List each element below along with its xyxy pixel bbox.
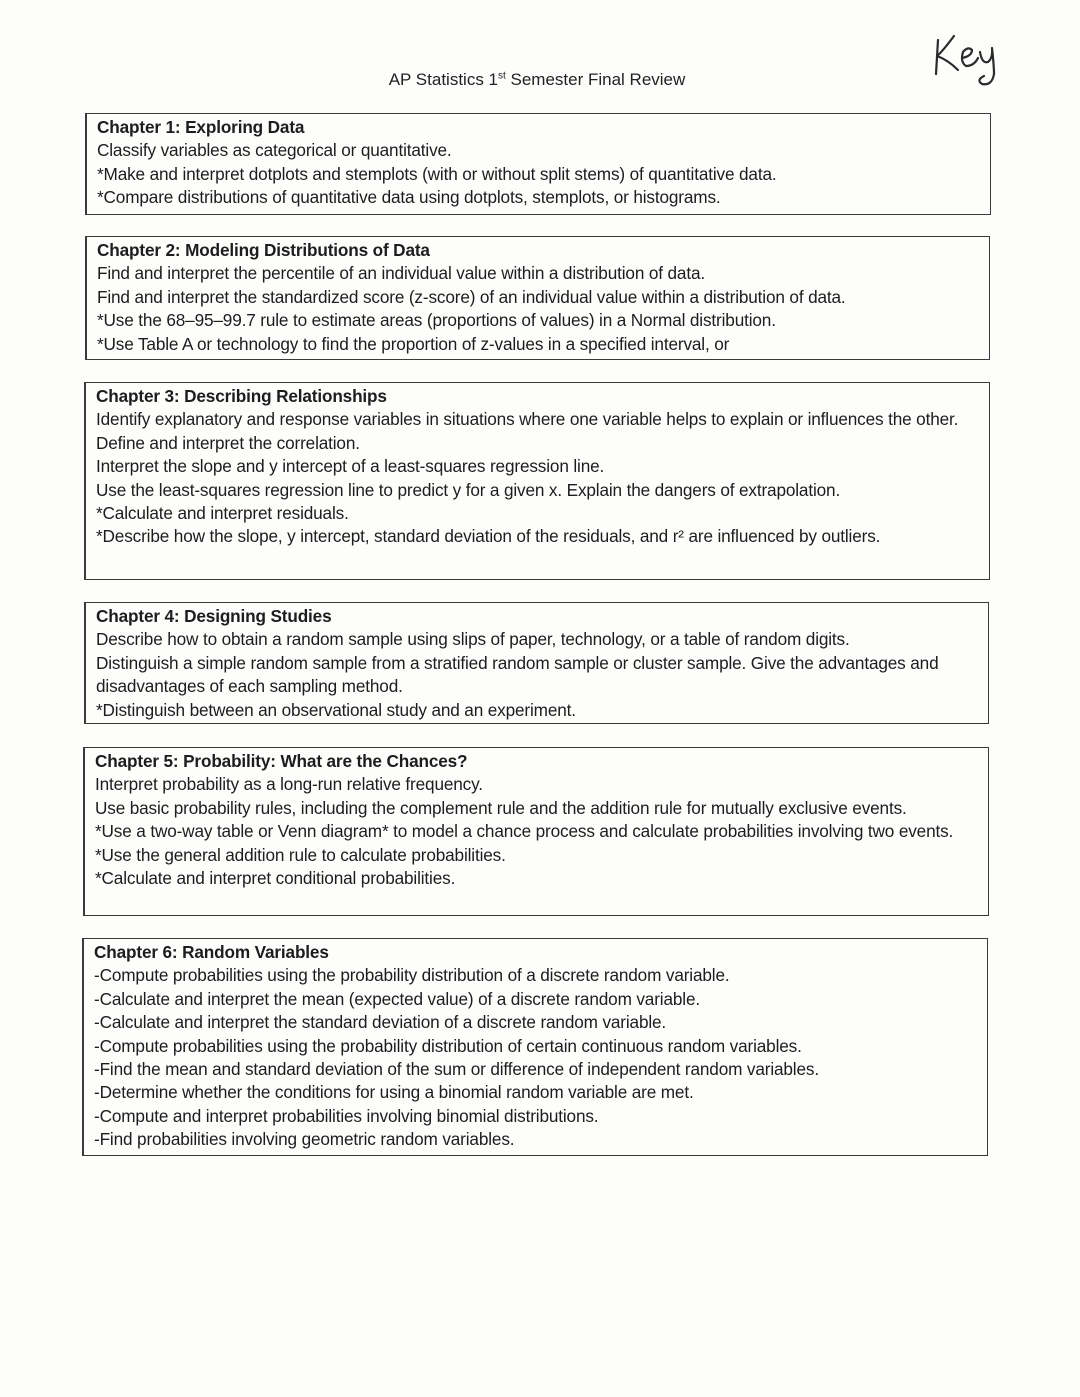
objective-line: *Use the 68–95–99.7 rule to estimate areas (proportions of values) in a Normal distribution. <box>97 310 776 331</box>
chapter-1-box <box>85 113 991 215</box>
objective-line: *Make and interpret dotplots and stemplots (with or without split stems) of quantitative data. <box>97 163 777 184</box>
objective-line: *Use the general addition rule to calculate probabilities. <box>95 844 506 865</box>
objective-line: *Distinguish between an observational study and an experiment. <box>96 699 576 720</box>
chapter-4-box <box>84 602 989 724</box>
chapter-heading: Chapter 4: Designing Studies <box>96 606 332 626</box>
objective-line: -Find the mean and standard deviation of the sum or difference of independent random variables. <box>94 1059 819 1080</box>
objective-line: Distinguish a simple random sample from a stratified random sample or cluster sample. Give the advantages and disadvantages of each sampling method. <box>96 652 939 697</box>
objective-line: Find and interpret the standardized score (z-score) of an individual value within a distribution of data. <box>97 286 846 307</box>
objective-line: -Determine whether the conditions for using a binomial random variable are met. <box>94 1082 694 1103</box>
chapter-heading: Chapter 6: Random Variables <box>94 942 329 962</box>
objective-line: Classify variables as categorical or quantitative. <box>97 140 452 161</box>
objective-line: -Compute probabilities using the probability distribution of certain continuous random variables. <box>94 1035 802 1056</box>
objective-line: -Compute and interpret probabilities involving binomial distributions. <box>94 1105 599 1126</box>
objective-line: *Use a two-way table or Venn diagram* to model a chance process and calculate probabilities involving two events. <box>95 821 954 842</box>
document-title: AP Statistics 1st Semester Final Review <box>388 70 686 89</box>
chapter-2-box <box>85 236 990 360</box>
chapter-heading: Chapter 1: Exploring Data <box>97 117 305 137</box>
objective-line: *Use Table A or technology to find the proportion of z-values in a specified interval, or <box>97 333 730 354</box>
objective-line: Use basic probability rules, including the complement rule and the addition rule for mutually exclusive events. <box>95 797 907 818</box>
objective-line: *Compare distributions of quantitative data using dotplots, stemplots, or histograms. <box>97 187 721 208</box>
objective-line: Interpret probability as a long-run relative frequency. <box>95 774 483 795</box>
objective-line: Define and interpret the correlation. <box>96 432 360 453</box>
objective-line: *Calculate and interpret residuals. <box>96 503 349 524</box>
objective-line: Identify explanatory and response variables in situations where one variable helps to explain or influences the other. <box>96 409 959 430</box>
objective-line: Describe how to obtain a random sample using slips of paper, technology, or a table of random digits. <box>96 629 850 650</box>
chapter-heading: Chapter 3: Describing Relationships <box>96 386 387 406</box>
objective-line: -Calculate and interpret the standard deviation of a discrete random variable. <box>94 1012 667 1033</box>
objective-line: *Describe how the slope, y intercept, standard deviation of the residuals, and r² are influenced by outliers. <box>96 526 881 547</box>
chapter-heading: Chapter 5: Probability: What are the Chances? <box>95 751 468 771</box>
chapter-3-box <box>84 382 990 580</box>
chapter-6-box <box>82 938 988 1156</box>
objective-line: *Calculate and interpret conditional probabilities. <box>95 868 456 889</box>
chapter-5-box <box>83 747 989 916</box>
objective-line: -Compute probabilities using the probability distribution of a discrete random variable. <box>94 965 730 986</box>
objective-line: -Calculate and interpret the mean (expected value) of a discrete random variable. <box>94 988 700 1009</box>
objective-line: Interpret the slope and y intercept of a least-squares regression line. <box>96 456 605 477</box>
objective-line: Find and interpret the percentile of an individual value within a distribution of data. <box>97 263 705 284</box>
objective-line: -Find probabilities involving geometric random variables. <box>94 1129 515 1150</box>
objective-line: Use the least-squares regression line to predict y for a given x. Explain the dangers of extrapolation. <box>96 479 841 500</box>
chapter-heading: Chapter 2: Modeling Distributions of Data <box>97 240 430 260</box>
